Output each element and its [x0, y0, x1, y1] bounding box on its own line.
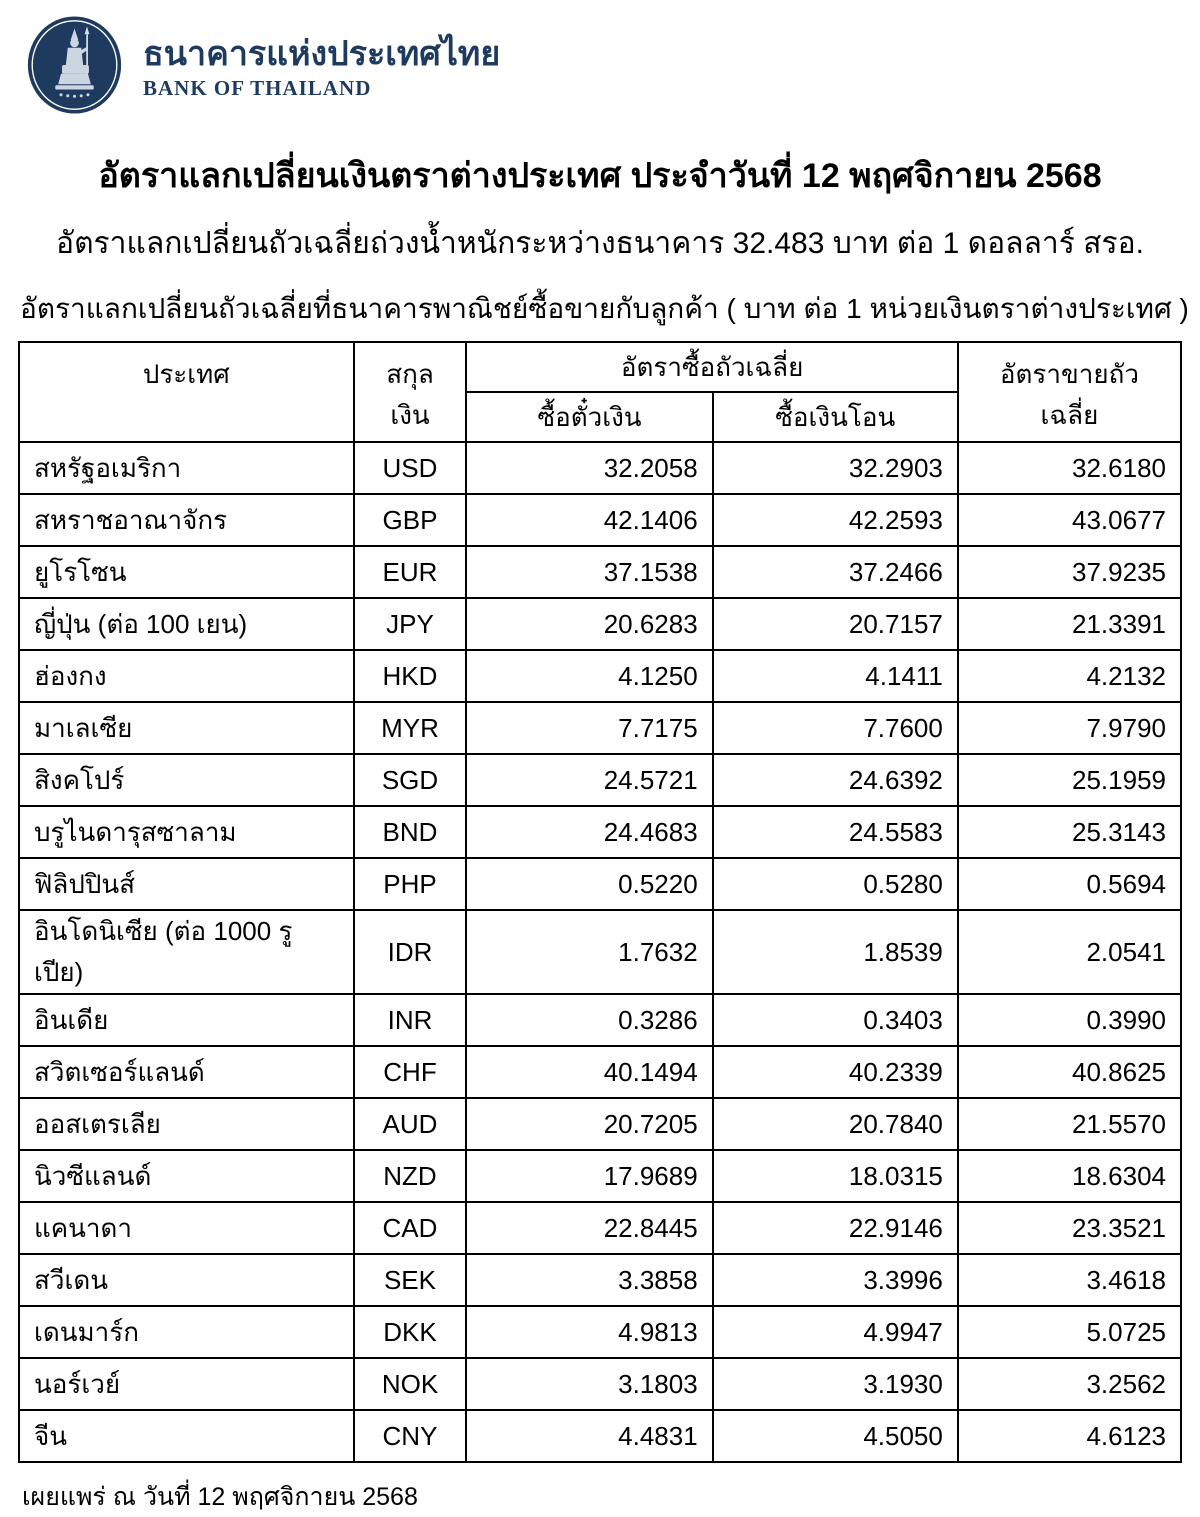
cell-country: นอร์เวย์ — [19, 1358, 354, 1410]
cell-buying-sight: 4.9813 — [466, 1306, 712, 1358]
cell-selling: 25.3143 — [958, 806, 1181, 858]
cell-buying-sight: 40.1494 — [466, 1046, 712, 1098]
header-country: ประเทศ — [19, 342, 354, 442]
cell-buying-transfer: 24.6392 — [713, 754, 958, 806]
cell-buying-transfer: 1.8539 — [713, 910, 958, 994]
cell-currency: DKK — [354, 1306, 467, 1358]
cell-selling: 0.3990 — [958, 994, 1181, 1046]
cell-buying-sight: 17.9689 — [466, 1150, 712, 1202]
cell-currency: IDR — [354, 910, 467, 994]
cell-country: สหราชอาณาจักร — [19, 494, 354, 546]
cell-buying-transfer: 4.1411 — [713, 650, 958, 702]
cell-buying-transfer: 42.2593 — [713, 494, 958, 546]
customer-rate-note: อัตราแลกเปลี่ยนถัวเฉลี่ยที่ธนาคารพาณิชย์ซื้อขายกับลูกค้า ( บาท ต่อ 1 หน่วยเงินตราต่างประเทศ ) — [20, 293, 1189, 324]
cell-country: แคนาดา — [19, 1202, 354, 1254]
table-row — [19, 598, 1181, 650]
cell-currency: CHF — [354, 1046, 467, 1098]
cell-selling: 23.3521 — [958, 1202, 1181, 1254]
interbank-rate-subtitle: อัตราแลกเปลี่ยนถัวเฉลี่ยถ่วงน้ำหนักระหว่างธนาคาร 32.483 บาท ต่อ 1 ดอลลาร์ สรอ. — [56, 227, 1144, 260]
table-row — [19, 994, 1181, 1046]
page-title: อัตราแลกเปลี่ยนเงินตราต่างประเทศ ประจำวันที่ 12 พฤศจิกายน 2568 — [98, 157, 1102, 195]
cell-currency: SEK — [354, 1254, 467, 1306]
cell-buying-sight: 4.4831 — [466, 1410, 712, 1462]
cell-buying-transfer: 24.5583 — [713, 806, 958, 858]
cell-currency: BND — [354, 806, 467, 858]
table-row — [19, 1202, 1181, 1254]
cell-selling: 5.0725 — [958, 1306, 1181, 1358]
cell-selling: 43.0677 — [958, 494, 1181, 546]
cell-buying-sight: 32.2058 — [466, 442, 712, 494]
cell-buying-sight: 22.8445 — [466, 1202, 712, 1254]
cell-country: บรูไนดารุสซาลาม — [19, 806, 354, 858]
header-buying-transfer: ซื้อเงินโอน — [713, 392, 958, 442]
cell-selling: 25.1959 — [958, 754, 1181, 806]
brand-header — [0, 0, 1200, 118]
cell-currency: EUR — [354, 546, 467, 598]
cell-buying-transfer: 37.2466 — [713, 546, 958, 598]
published-date: เผยแพร่ ณ วันที่ 12 พฤศจิกายน 2568 — [22, 1483, 418, 1511]
cell-currency: NZD — [354, 1150, 467, 1202]
cell-country: สิงคโปร์ — [19, 754, 354, 806]
cell-buying-transfer: 7.7600 — [713, 702, 958, 754]
cell-selling: 0.5694 — [958, 858, 1181, 910]
rates-tbody — [19, 442, 1181, 1462]
cell-currency: USD — [354, 442, 467, 494]
cell-buying-transfer: 18.0315 — [713, 1150, 958, 1202]
exchange-rates-table — [18, 341, 1182, 1463]
cell-currency: CAD — [354, 1202, 467, 1254]
cell-buying-sight: 3.1803 — [466, 1358, 712, 1410]
cell-currency: NOK — [354, 1358, 467, 1410]
table-row — [19, 1098, 1181, 1150]
table-row — [19, 1046, 1181, 1098]
cell-currency: GBP — [354, 494, 467, 546]
table-row — [19, 494, 1181, 546]
cell-country: สวีเดน — [19, 1254, 354, 1306]
cell-buying-sight: 42.1406 — [466, 494, 712, 546]
header-buying-group: อัตราซื้อถัวเฉลี่ย — [466, 342, 958, 392]
cell-buying-sight: 1.7632 — [466, 910, 712, 994]
table-row — [19, 1358, 1181, 1410]
cell-buying-transfer: 20.7157 — [713, 598, 958, 650]
cell-country: ญี่ปุ่น (ต่อ 100 เยน) — [19, 598, 354, 650]
cell-selling: 18.6304 — [958, 1150, 1181, 1202]
bank-of-thailand-logo-icon — [26, 15, 123, 115]
cell-country: ออสเตรเลีย — [19, 1098, 354, 1150]
cell-currency: MYR — [354, 702, 467, 754]
cell-selling: 3.4618 — [958, 1254, 1181, 1306]
cell-currency: PHP — [354, 858, 467, 910]
cell-buying-sight: 0.3286 — [466, 994, 712, 1046]
cell-country: ยูโรโซน — [19, 546, 354, 598]
cell-buying-transfer: 0.5280 — [713, 858, 958, 910]
cell-country: ฟิลิปปินส์ — [19, 858, 354, 910]
cell-country: สหรัฐอเมริกา — [19, 442, 354, 494]
cell-country: นิวซีแลนด์ — [19, 1150, 354, 1202]
brand-text — [143, 29, 500, 101]
cell-buying-transfer: 0.3403 — [713, 994, 958, 1046]
cell-buying-sight: 24.5721 — [466, 754, 712, 806]
cell-currency: SGD — [354, 754, 467, 806]
brand-name-english: BANK OF THAILAND — [143, 76, 372, 101]
cell-buying-sight: 24.4683 — [466, 806, 712, 858]
cell-selling: 32.6180 — [958, 442, 1181, 494]
table-row — [19, 442, 1181, 494]
cell-selling: 4.6123 — [958, 1410, 1181, 1462]
cell-buying-transfer: 3.1930 — [713, 1358, 958, 1410]
cell-buying-transfer: 4.5050 — [713, 1410, 958, 1462]
cell-selling: 37.9235 — [958, 546, 1181, 598]
cell-buying-transfer: 20.7840 — [713, 1098, 958, 1150]
cell-country: ฮ่องกง — [19, 650, 354, 702]
cell-country: สวิตเซอร์แลนด์ — [19, 1046, 354, 1098]
cell-buying-sight: 20.7205 — [466, 1098, 712, 1150]
cell-buying-sight: 20.6283 — [466, 598, 712, 650]
cell-buying-sight: 37.1538 — [466, 546, 712, 598]
cell-currency: HKD — [354, 650, 467, 702]
table-row — [19, 650, 1181, 702]
table-row — [19, 702, 1181, 754]
cell-selling: 21.3391 — [958, 598, 1181, 650]
table-row — [19, 858, 1181, 910]
cell-country: เดนมาร์ก — [19, 1306, 354, 1358]
cell-buying-transfer: 22.9146 — [713, 1202, 958, 1254]
cell-selling: 7.9790 — [958, 702, 1181, 754]
table-row — [19, 754, 1181, 806]
cell-buying-transfer: 32.2903 — [713, 442, 958, 494]
cell-selling: 3.2562 — [958, 1358, 1181, 1410]
cell-buying-transfer: 3.3996 — [713, 1254, 958, 1306]
table-row — [19, 910, 1181, 994]
table-row — [19, 806, 1181, 858]
cell-selling: 4.2132 — [958, 650, 1181, 702]
brand-name-thai: ธนาคารแห่งประเทศไทย — [143, 34, 501, 73]
table-row — [19, 1254, 1181, 1306]
cell-currency: INR — [354, 994, 467, 1046]
table-row — [19, 1150, 1181, 1202]
cell-country: อินเดีย — [19, 994, 354, 1046]
cell-currency: CNY — [354, 1410, 467, 1462]
cell-country: จีน — [19, 1410, 354, 1462]
header-selling: อัตราขายถัวเฉลี่ย — [958, 342, 1181, 442]
cell-selling: 40.8625 — [958, 1046, 1181, 1098]
cell-buying-sight: 3.3858 — [466, 1254, 712, 1306]
table-row — [19, 546, 1181, 598]
header-buying-sight: ซื้อตั๋วเงิน — [466, 392, 712, 442]
cell-buying-sight: 4.1250 — [466, 650, 712, 702]
header-currency: สกุลเงิน — [354, 342, 467, 442]
cell-buying-transfer: 40.2339 — [713, 1046, 958, 1098]
cell-selling: 21.5570 — [958, 1098, 1181, 1150]
table-header — [19, 342, 1181, 442]
cell-currency: AUD — [354, 1098, 467, 1150]
table-row — [19, 1410, 1181, 1462]
cell-currency: JPY — [354, 598, 467, 650]
cell-selling: 2.0541 — [958, 910, 1181, 994]
cell-buying-sight: 0.5220 — [466, 858, 712, 910]
cell-buying-sight: 7.7175 — [466, 702, 712, 754]
cell-buying-transfer: 4.9947 — [713, 1306, 958, 1358]
table-row — [19, 1306, 1181, 1358]
cell-country: อินโดนิเซีย (ต่อ 1000 รูเปีย) — [19, 910, 354, 994]
cell-country: มาเลเซีย — [19, 702, 354, 754]
